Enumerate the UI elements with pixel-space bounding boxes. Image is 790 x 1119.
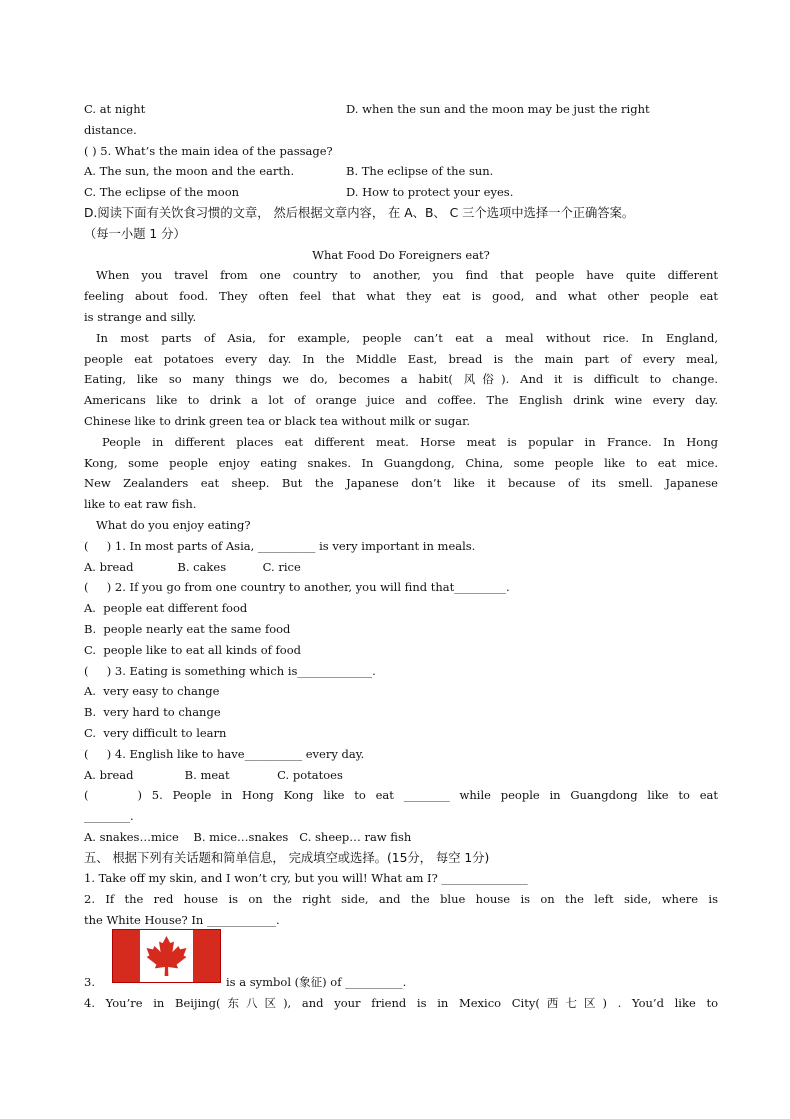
question-1-stem: ( ) 1. In most parts of Asia, __________ is very important in meals. [84, 538, 476, 553]
passage-para2-line: Americans like to drink a lot of orange juice and coffee. The English drink wine every day. [84, 393, 718, 408]
passage-para1-line: is strange and silly. [84, 309, 197, 324]
passage-para2-line: Eating, like so many things we do, becomes a habit( 风俗). And it is difficult to change. [84, 372, 718, 387]
partc-q5-options-ab [84, 161, 718, 182]
passage-closing: What do you enjoy eating? [96, 517, 251, 532]
section5-question-2: 2. If the red house is on the right side, and the blue house is on the left side, where is [84, 892, 718, 907]
document-page [84, 99, 718, 1014]
question-2-option-c: C. people like to eat all kinds of food [84, 642, 302, 657]
question-3-number: 3. [84, 974, 95, 989]
question-1-options: A. bread B. cakes C. rice [84, 559, 301, 574]
question-5-stem: ( ) 5. People in Hong Kong like to eat ________ while people in Guangdong like to eat [84, 788, 718, 803]
question-3-option-b: B. very hard to change [84, 705, 221, 720]
partc-q4-options-row [84, 99, 718, 120]
passage-para3-line: like to eat raw fish. [84, 497, 197, 512]
question-2-stem: ( ) 2. If you go from one country to another, you will find that_________. [84, 580, 510, 595]
option-d: D. when the sun and the moon may be just the right [346, 102, 650, 116]
question-4-stem: ( ) 4. English like to have__________ every day. [84, 746, 365, 761]
section5-question-1: 1. Take off my skin, and I won’t cry, but you will! What am I? _______________ [84, 871, 528, 886]
question-5-blank: ________. [84, 809, 134, 824]
question-3-text-row [84, 972, 718, 993]
passage-para2-line: Chinese like to drink green tea or black tea without milk or sugar. [84, 413, 470, 428]
option-c: C. The eclipse of the moon [84, 185, 240, 200]
passage-para1-line: feeling about food. They often feel that what they eat is good, and what other people eat [84, 289, 718, 304]
question-3-option-a: A. very easy to change [84, 684, 220, 699]
passage-para3-line: New Zealanders eat sheep. But the Japanese don’t like it because of its smell. Japanese [84, 476, 718, 491]
partd-instruction-score: （每一小题 1 分） [84, 226, 186, 241]
option-b: B. The eclipse of the sun. [346, 164, 494, 179]
question-3-text: is a symbol (象征) of __________. [226, 974, 407, 989]
question-3-option-c: C. very difficult to learn [84, 725, 227, 740]
option-c: C. at night [84, 102, 146, 116]
partc-q5-stem: ( ) 5. What’s the main idea of the passage? [84, 143, 333, 158]
passage-para2-line: In most parts of Asia, for example, people can’t eat a meal without rice. In England, [96, 330, 718, 345]
option-a: A. The sun, the moon and the earth. [84, 164, 295, 179]
section5-question-4: 4. You’re in Beijing(东八区), and your friend is in Mexico City(西七区) . You’d like to [84, 995, 718, 1010]
partd-instruction: D.阅读下面有关饮食习惯的文章， 然后根据文章内容， 在 A、B、 C 三个选项中选择一个正确答案。 [84, 205, 635, 220]
question-2-option-a: A. people eat different food [84, 601, 248, 616]
passage-para1-line: When you travel from one country to another, you find that people have quite different [96, 268, 718, 283]
section5-question-2-continued: the White House? In ____________. [84, 913, 280, 928]
passage-para2-line: people eat potatoes every day. In the Middle East, bread is the main part of every meal, [84, 351, 718, 366]
option-d-continued: distance. [84, 122, 137, 137]
passage-title: What Food Do Foreigners eat? [312, 247, 490, 262]
section-5-heading: 五、 根据下列有关话题和简单信息， 完成填空或选择。(15分， 每空 1分) [84, 850, 490, 865]
question-2-option-b: B. people nearly eat the same food [84, 621, 291, 636]
passage-para3-line: People in different places eat different meat. Horse meat is popular in France. In Hong [102, 434, 718, 449]
section5-question-3 [84, 931, 718, 993]
passage-para3-line: Kong, some people enjoy eating snakes. In Guangdong, China, some people like to eat mice. [84, 455, 718, 470]
question-3-stem: ( ) 3. Eating is something which is_____________. [84, 663, 376, 678]
partc-q5-options-cd [84, 182, 718, 203]
option-d: D. How to protect your eyes. [346, 185, 514, 200]
question-4-options: A. bread B. meat C. potatoes [84, 767, 343, 782]
question-5-options: A. snakes…mice B. mice…snakes C. sheep… raw fish [84, 829, 412, 844]
